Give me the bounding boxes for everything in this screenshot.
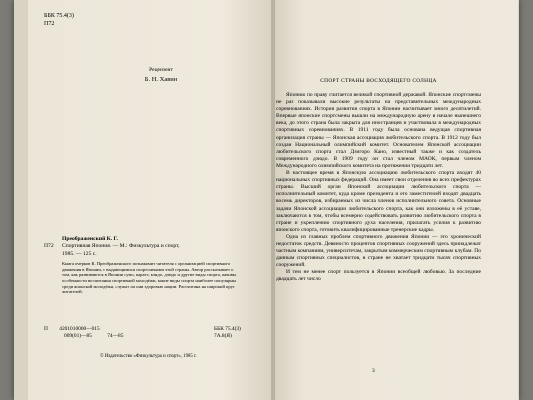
udc-code: П72 bbox=[44, 21, 55, 27]
paragraph: В настоящее время в Японскую ассоциацию любительского спорта входят 40 национальных спортивных федераций. Она имеет свои отделения во всех префектурах страны. Высший орган Японской ассоциации любительского спорта — исполнительный комитет, куда кроме президента и его заместителей входят двадцать восемь директоров, избираемых из числа членов исполнительного совета. Основные задачи Японской ассоциации любительского спорта, как они изложены в её уставе, заключаются в том, чтобы всемерно содействовать развитию любительского спорта в стране и укреплению спортивного духа населения, прилагать усилия к развитию японского спорта, готовить квалифицированные тренерские кадры. bbox=[276, 170, 481, 233]
paragraph: И тем не менее спорт пользуется в Японии всеобщей любовью. За последние двадцать лет число bbox=[276, 269, 481, 283]
title-line-1: Спортивная Япония. — М.: Физкультура и спорт, bbox=[62, 243, 180, 250]
index-price: 74—85 bbox=[107, 333, 124, 339]
annotation: Книга очерков К. Преображенского познакомит читателя с организацией спортивного движения в Японии, с выдающимися спортсменами этой страны. Автор рассказывает о том, как развиваются в Японии сумо, каратэ, кэндо, дзюдо и другие виды спорта, каковы особенности воспитания спортивной молодёжи, какие виды спорта наиболее популярны среди японской молодёжи, служат ли они здоровью нации. Рассчитана на широкий круг читателей. bbox=[62, 261, 236, 295]
bbk-block bbox=[44, 12, 74, 28]
title-text bbox=[62, 243, 180, 258]
page-number: 3 bbox=[372, 368, 375, 374]
record-code: П72 bbox=[44, 243, 54, 250]
index-letter: П bbox=[44, 326, 48, 332]
bibliographic-record bbox=[44, 236, 239, 295]
paragraph: Одна из главных проблем спортивного движения Японии — это хронический недостаток средств. Девяносто процентов спортивных сооружений здесь принадлежат частным компаниям, университетам, закрытым коммерческим спортивным клубам. По данным спортивных специалистов, в стране не хватает тридцати тысяч спортивных сооружений. bbox=[276, 233, 481, 269]
left-page bbox=[28, 0, 271, 400]
title-line-2: 1985. — 125 с. bbox=[62, 250, 97, 257]
chapter-heading: СПОРТ СТРАНЫ ВОСХОДЯЩЕГО СОЛНЦА bbox=[320, 78, 437, 84]
title-row bbox=[44, 243, 239, 258]
bbk-code: ББК 75.4(3) bbox=[44, 13, 74, 19]
bbk-right-block bbox=[214, 326, 244, 340]
index-number: 4201010000—015 bbox=[59, 326, 100, 332]
chapter-body bbox=[276, 92, 481, 284]
paragraph: Японию по праву считается великой спортивной державой. Японские спортсмены не раз показывали высокие результаты на представительных международных соревнованиях. История развития спорта в Японии насчитывает много десятилетий. Впервые японские спортсмены вышли на международную арену в начале нынешнего века, до этого страна была закрыта для иностранцев и участвовала в международных спортивных соревнованиях. В 1911 году была основана ведущая спортивная организация страны — Японская ассоциация любительского спорта. В 1912 году был создан Национальный олимпийский комитет. Основателем Японской ассоциации любительского спорта стал Дзигоро Кано, известный также и как создатель современного дзюдо. В 1909 году он стал членом МАОК, первым членом Международного олимпийского комитета на протяжении тридцати лет. bbox=[276, 92, 481, 169]
bbk-right-2: 7А.8(Я) bbox=[214, 333, 232, 339]
index-number-2: 009(01)—85 bbox=[64, 333, 92, 339]
reviewer-block bbox=[126, 65, 196, 85]
reviewer-name: Б. Н. Хавин bbox=[144, 76, 178, 83]
index-block bbox=[44, 326, 244, 340]
bbk-right: ББК 75.4(3) bbox=[214, 326, 241, 332]
author-line: Преображенский К. Г. bbox=[62, 236, 118, 242]
copyright-line: © Издательство «Физкультура и спорт», 1985 г. bbox=[100, 354, 197, 359]
reviewer-label: Рецензент bbox=[149, 67, 173, 73]
